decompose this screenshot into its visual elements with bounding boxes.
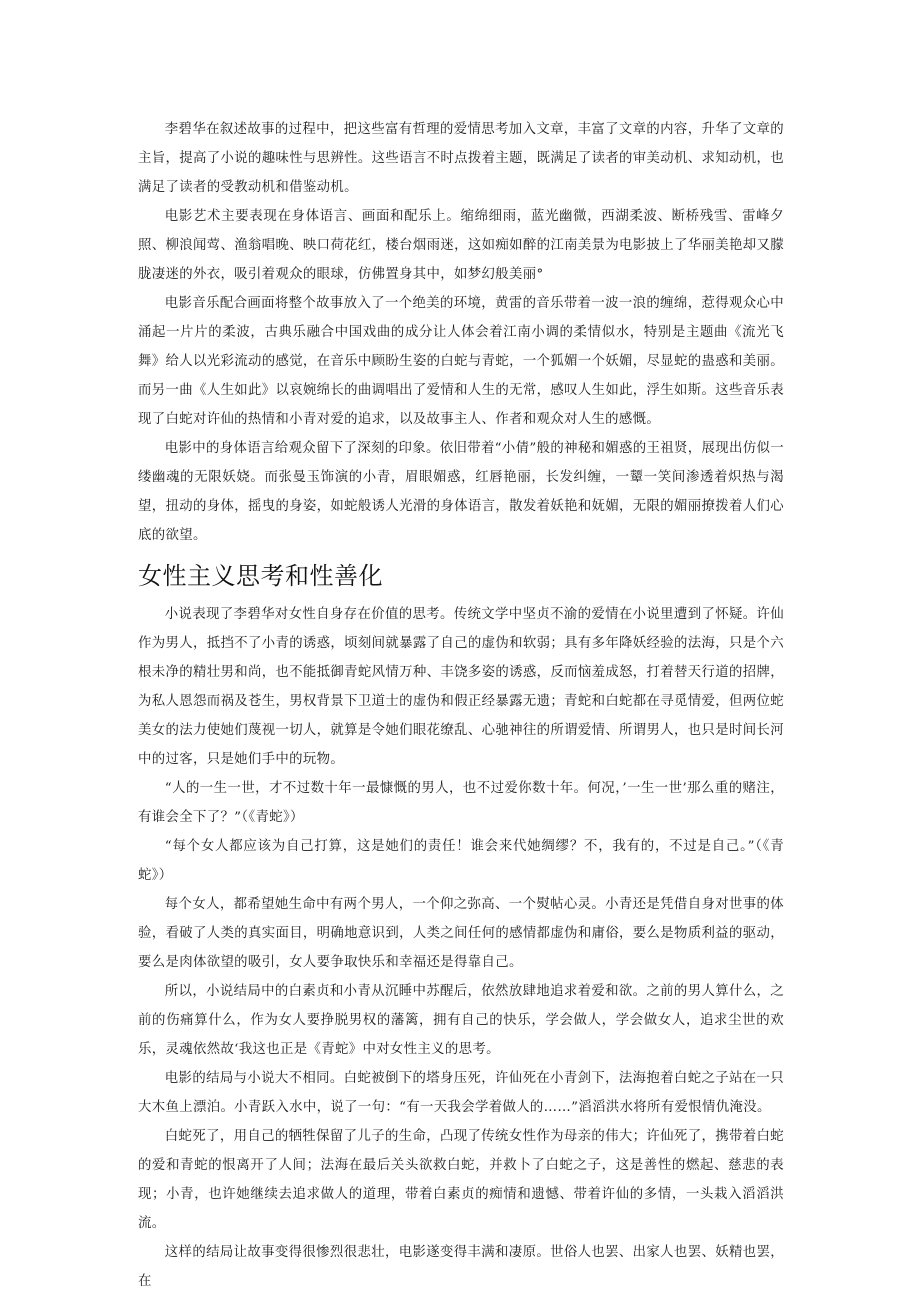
paragraph-quote-2: “每个女人都应该为自己打算，这是她们的责任！谁会来代她绸缪？不，我有的，不过是自己。”（《青蛇》） [138, 839, 784, 883]
paragraph-intro-1: 李碧华在叙述故事的过程中，把这些富有哲理的爱情思考加入文章，丰富了文章的内容，升华了文章的主旨，提高了小说的趣味性与思辨性。这些语言不时点拨着主题，既满足了读者的审美动机、求知动机，也满足了读者的受教动机和借鉴动机。 [138, 122, 784, 195]
paragraph-body-6: 这样的结局让故事变得很惨烈很悲壮，电影遂变得丰满和凄原。世俗人也罢、出家人也罢、妖精也罢，在 [138, 1245, 784, 1289]
paragraph-body-5: 白蛇死了，用自己的牺牲保留了儿子的生命，凸现了传统女性作为母亲的伟大；许仙死了，携带着白蛇的爱和青蛇的恨离开了人间；法海在最后关头欲救白蛇，并救卜了白蛇之子，这是善性的燃起、慈悲的表现；小青，也许她继续去追求做人的道理，带着白素贞的痴情和遗憾、带着许仙的多情，一头栽入滔滔洪流。 [138, 1129, 784, 1231]
paragraph-quote-1: “人的一生一世，才不过数十年一最慷慨的男人，也不过爱你数十年。何况，’一生一世’那么重的赌注，有谁会全下了？”（《青蛇》） [138, 781, 784, 825]
section-heading: 女性主义思考和性善化 [138, 562, 383, 590]
paragraph-body-4: 电影的结局与小说大不相同。白蛇被倒下的塔身压死，许仙死在小青剑下，法海抱着白蛇之子站在一只大木鱼上漂泊。小青跃入水中，说了一句：“有一天我会学着做人的……”滔滔洪水将所有爱恨情仇淹没。 [138, 1071, 784, 1115]
document-page [138, 115, 784, 1296]
paragraph-intro-4: 电影中的身体语言给观众留下了深刻的印象。依旧带着“小倩”般的神秘和媚惑的王祖贤，展现出仿似一缕幽魂的无限妖娆。而张曼玉饰演的小青，眉眼媚惑，红唇艳丽，长发纠缠，一颦一笑间渗透着炽热与渴望，扭动的身体，摇曳的身姿，如蛇般诱人光滑的身体语言，散发着妖艳和妩媚，无限的媚丽撩拨着人们心底的欲望。 [138, 441, 784, 543]
paragraph-intro-3: 电影音乐配合画面将整个故事放入了一个绝美的环境，黄雷的音乐带着一波一浪的缠绵，惹得观众心中涌起一片片的柔波，古典乐融合中国戏曲的成分让人体会着江南小调的柔情似水，特别是主题曲《流光飞舞》给人以光彩流动的感觉，在音乐中顾盼生姿的白蛇与青蛇，一个狐媚一个妖媚，尽显蛇的蛊惑和美丽。而另一曲《人生如此》以哀婉绵长的曲调唱出了爱情和人生的无常，感叹人生如此，浮生如斯。这些音乐表现了白蛇对许仙的热情和小青对爱的追求，以及故事主人、作者和观众对人生的感慨。 [138, 296, 784, 427]
paragraph-body-3: 所以，小说结局中的白素贞和小青从沉睡中苏醒后，依然放肆地追求着爱和欲。之前的男人算什么，之前的伤痛算什么，作为女人要挣脱男权的藩篱，拥有自己的快乐，学会做人，学会做女人，追求尘世的欢乐，灵魂依然故‘我这也正是《青蛇》中对女性主义的思考。 [138, 984, 784, 1057]
paragraph-body-2: 每个女人，都希望她生命中有两个男人，一个仰之弥高、一个熨帖心灵。小青还是凭借自身对世事的体验，看破了人类的真实面目，明确地意识到，人类之间任何的感情都虚伪和庸俗，要么是物质利益的驱动，要么是肉体欲望的吸引，女人要争取快乐和幸福还是得靠自己。 [138, 897, 784, 970]
paragraph-intro-2: 电影艺术主要表现在身体语言、画面和配乐上。缩绵细雨，蓝光幽微，西湖柔波、断桥残雪、雷峰夕照、柳浪闻莺、渔翁唱晚、映口荷花红，楼台烟雨迷，这如痴如醉的江南美景为电影披上了华丽美艳却又朦胧凄迷的外衣，吸引着观众的眼球，仿佛置身其中，如梦幻般美丽° [138, 209, 784, 282]
paragraph-body-1: 小说表现了李碧华对女性自身存在价值的思考。传统文学中坚贞不渝的爱情在小说里遭到了怀疑。许仙作为男人，抵挡不了小青的诱惑，顷刻间就暴露了自己的虚伪和软弱；具有多年降妖经验的法海，只是个六根未净的精壮男和尚，也不能抵御青蛇风情万种、丰饶多姿的诱惑，反而恼羞成怒，打着替天行道的招牌，为私人恩怨而祸及苍生，男权背景下卫道士的虚伪和假正经暴露无遗；青蛇和白蛇都在寻觅情爱，但两位蛇美女的法力使她们蔑视一切人，就算是令她们眼花缭乱、心驰神往的所谓爱情、所谓男人，也只是时间长河中的过客，只是她们手中的玩物。 [138, 607, 784, 767]
